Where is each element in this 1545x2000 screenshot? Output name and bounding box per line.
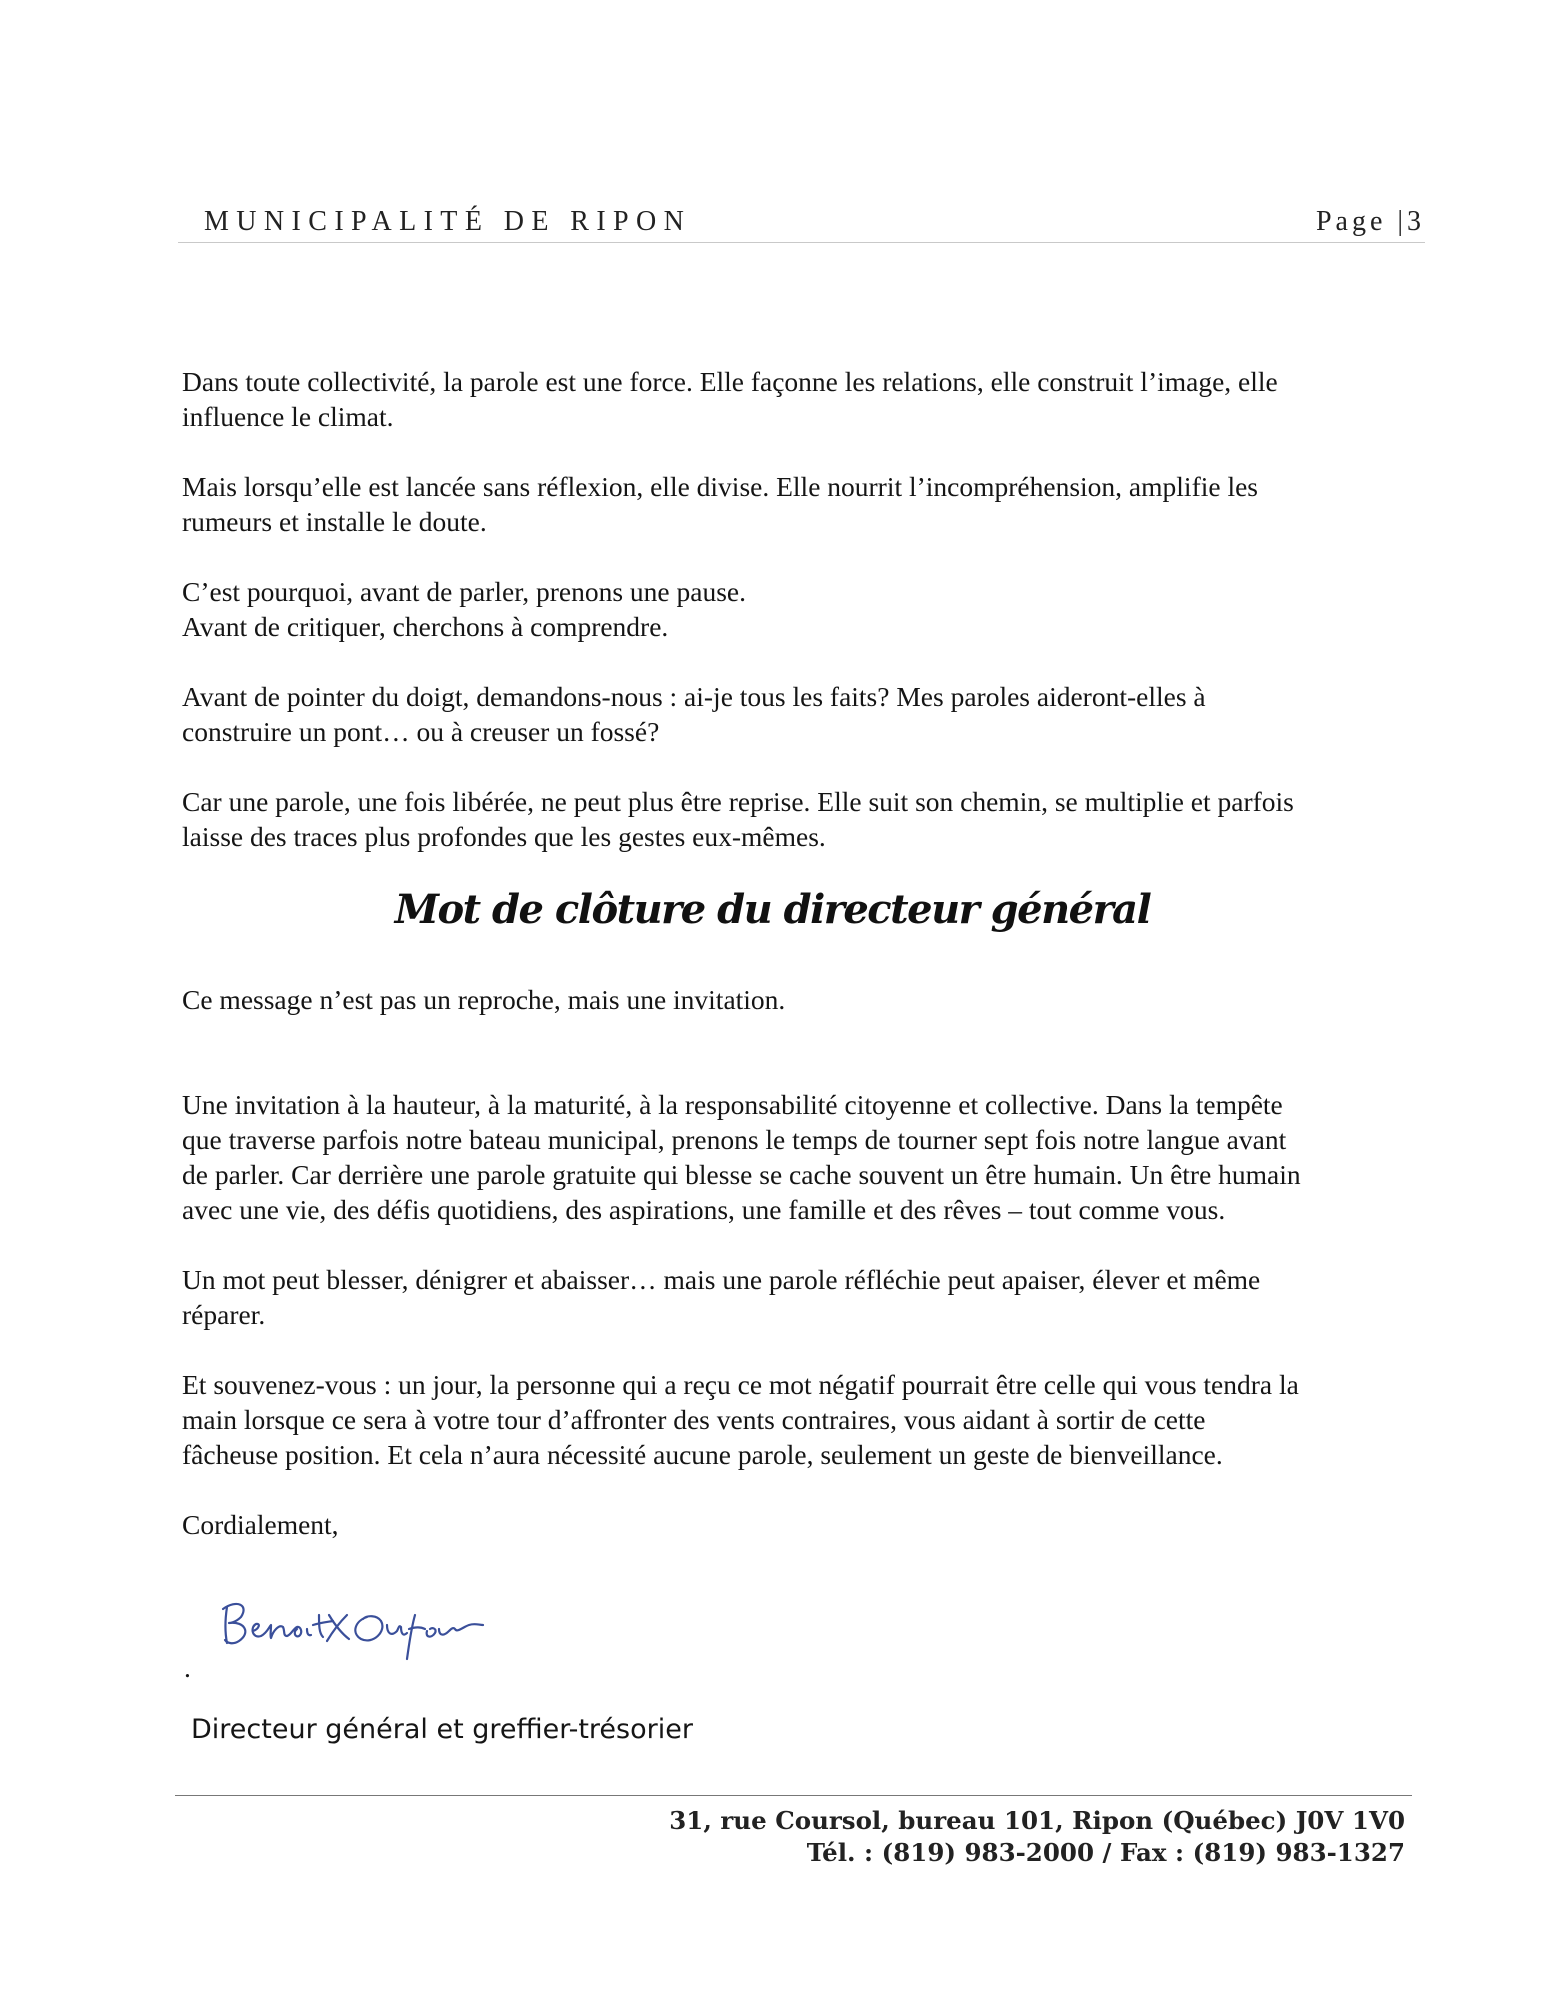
paragraph: Et souvenez-vous : un jour, la personne qui a reçu ce mot négatif pourrait être celle qui vous tendra la main lorsque ce sera à votre tour d’affronter des vents contraires, vous aidant à sortir de cette fâcheuse position. Et cela n’aura nécessité aucune parole, seulement un geste de bienveillance. (182, 1369, 1299, 1470)
signer-title: Directeur général et greffier-trésorier (191, 1714, 693, 1745)
signature-period: . (184, 1652, 191, 1683)
page-header (178, 198, 1425, 243)
paragraph: Avant de pointer du doigt, demandons-nous : ai-je tous les faits? Mes paroles aideront-elles à construire un pont… ou à creuser un fossé? (182, 681, 1206, 747)
paragraph: Un mot peut blesser, dénigrer et abaisser… mais une parole réfléchie peut apaiser, élever et même réparer. (182, 1264, 1261, 1330)
salutation: Cordialement, (182, 1509, 339, 1540)
footer-divider (175, 1795, 1412, 1796)
footer-contact: Tél. : (819) 983-2000 / Fax : (819) 983-1327 (806, 1838, 1405, 1867)
paragraph: Dans toute collectivité, la parole est une force. Elle façonne les relations, elle construit l’image, elle influence le climat. (182, 366, 1278, 432)
footer-address: 31, rue Coursol, bureau 101, Ripon (Québec) J0V 1V0 (669, 1806, 1405, 1835)
paragraph: C’est pourquoi, avant de parler, prenons une pause. Avant de critiquer, cherchons à comprendre. (182, 576, 747, 642)
paragraph: Une invitation à la hauteur, à la maturité, à la responsabilité citoyenne et collective. Dans la tempête que traverse parfois notre bateau municipal, prenons le temps de tourner sept fois notre langue avant de parler. Car derrière une parole gratuite qui blesse se cache souvent un être humain. Un être humain avec une vie, des défis quotidiens, des aspirations, une famille et des rêves – tout comme vous. (182, 1089, 1301, 1225)
header-title: MUNICIPALITÉ DE RIPON (204, 206, 692, 237)
paragraph: Mais lorsqu’elle est lancée sans réflexion, elle divise. Elle nourrit l’incompréhension, amplifie les rumeurs et installe le doute. (182, 471, 1258, 537)
page-number: Page |3 (1315, 206, 1425, 237)
closing-heading: Mot de clôture du directeur général (394, 886, 1151, 933)
paragraph: Ce message n’est pas un reproche, mais une invitation. (182, 984, 786, 1015)
signature (215, 1585, 495, 1665)
paragraph: Car une parole, une fois libérée, ne peut plus être reprise. Elle suit son chemin, se multiplie et parfois laisse des traces plus profondes que les gestes eux-mêmes. (182, 786, 1294, 852)
